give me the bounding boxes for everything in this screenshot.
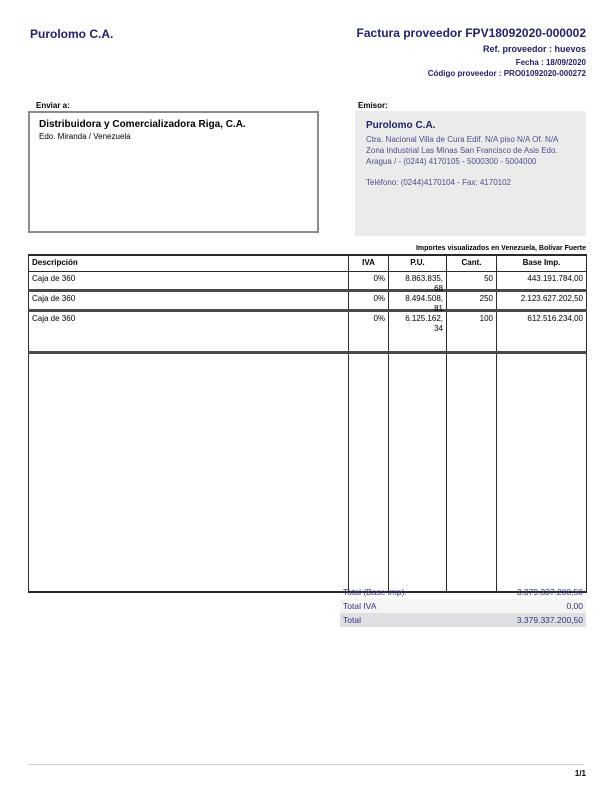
totals-block (340, 585, 586, 627)
cell-base-imp: 443.191.784,00 (497, 272, 587, 291)
cell-descripcion: Caja de 360 (29, 272, 349, 291)
cell-pu (389, 272, 447, 291)
issuer-address-line: Ctra. Nacional Villa de Cura Edif. N/A piso N/A Of. N/A (366, 135, 559, 144)
grand-total-label: Total (343, 615, 361, 625)
cell-cant: 50 (447, 272, 497, 291)
column-header-pu: P.U. (389, 255, 447, 272)
issuer-phone: Teléfono: (0244)4170104 - Fax: 4170102 (366, 178, 511, 187)
issuer-address (366, 134, 575, 167)
column-header-descripcion: Descripción (29, 255, 349, 272)
ship-to-box (28, 111, 319, 233)
issuer-name: Purolomo C.A. (366, 120, 436, 131)
cell-base-imp: 2.123.627.202,50 (497, 291, 587, 311)
issuer-label: Emisor: (358, 101, 388, 110)
items-table (28, 254, 587, 593)
ship-to-region: Edo. Miranda / Venezuela (39, 132, 131, 141)
pu-value-wrap: 81 (434, 304, 443, 313)
cell-cant: 250 (447, 291, 497, 311)
invoice-vendor-code: Código proveedor : PRO01092020-000272 (427, 69, 586, 78)
column-header-iva: IVA (349, 255, 389, 272)
pu-value: 8.863.835, (405, 274, 443, 283)
page-number: 1/1 (574, 769, 586, 778)
grand-total-row (340, 613, 586, 627)
pu-value: 6.125.162, (405, 314, 443, 323)
table-row (29, 291, 587, 311)
total-base-value: 3.379.337.200,50 (516, 587, 583, 597)
ship-to-name: Distribuidora y Comercializadora Riga, C.A. (39, 119, 246, 130)
cell-base-imp: 612.516.234,00 (497, 311, 587, 353)
items-table-header-row (29, 255, 587, 272)
footer-divider (28, 764, 584, 765)
cell-iva: 0% (349, 291, 389, 311)
cell-cant: 100 (447, 311, 497, 353)
pu-value-wrap: 34 (434, 324, 443, 333)
cell-pu (389, 311, 447, 353)
table-empty-area (29, 353, 587, 593)
column-header-cant: Cant. (447, 255, 497, 272)
total-iva-value: 0,00 (566, 601, 583, 611)
table-row (29, 272, 587, 291)
issuer-address-line: Aragua / - (0244) 4170105 - 5000300 - 5004000 (366, 157, 537, 166)
total-iva-label: Total IVA (343, 601, 377, 611)
grand-total-value: 3.379.337.200,50 (516, 615, 583, 625)
company-name: Purolomo C.A. (30, 27, 114, 41)
total-base-label: Total (Base imp). (343, 587, 407, 597)
cell-pu (389, 291, 447, 311)
issuer-box (355, 111, 586, 236)
cell-descripcion: Caja de 360 (29, 311, 349, 353)
cell-descripcion: Caja de 360 (29, 291, 349, 311)
issuer-address-line: Zona Industrial Las Minas San Francisco de Asis Edo. (366, 146, 558, 155)
column-header-base-imp: Base Imp. (497, 255, 587, 272)
currency-note: Importes visualizados en Venezuela, Bolívar Fuerte (415, 245, 586, 252)
cell-iva: 0% (349, 311, 389, 353)
cell-iva: 0% (349, 272, 389, 291)
invoice-header-block (357, 26, 586, 78)
pu-value-wrap: 68 (434, 284, 443, 293)
total-iva-row (340, 599, 586, 613)
table-row (29, 311, 587, 353)
invoice-ref: Ref. proveedor : huevos (482, 44, 586, 54)
pu-value: 8.494.508, (405, 294, 443, 303)
ship-to-label: Enviar a: (36, 101, 70, 110)
total-base-row (340, 585, 586, 599)
invoice-date: Fecha : 18/09/2020 (515, 58, 586, 67)
invoice-title: Factura proveedor FPV18092020-000002 (356, 26, 586, 40)
